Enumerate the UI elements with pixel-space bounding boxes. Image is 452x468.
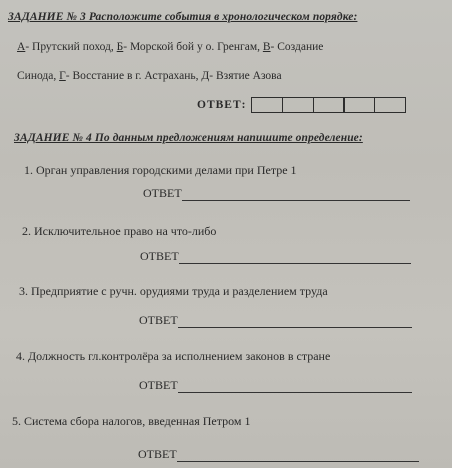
answer-blank-5[interactable] (177, 449, 419, 462)
answer-label-4: ОТВЕТ (139, 378, 178, 392)
answer-line-1[interactable] (143, 186, 410, 201)
event-letter-v: В (262, 41, 271, 53)
event-text-v-cont: Синода, (17, 70, 57, 82)
answer-box-5[interactable] (374, 97, 406, 113)
event-text-d: - Взятие Азова (209, 70, 282, 82)
event-letter-b: Б (116, 41, 124, 53)
answer-line-5[interactable] (138, 447, 419, 462)
answer-box-4[interactable] (343, 97, 375, 113)
answer-label-1: ОТВЕТ (143, 186, 182, 200)
task3-answer-label: ОТВЕТ: (197, 99, 247, 111)
answer-box-1[interactable] (251, 97, 283, 113)
answer-box-3[interactable] (313, 97, 345, 113)
question-3: 3. Предприятие с ручн. орудиями труда и разделением труда (19, 284, 328, 298)
answer-label-2: ОТВЕТ (140, 249, 179, 263)
answer-line-4[interactable] (139, 378, 412, 393)
event-text-v: - Создание (270, 41, 324, 53)
answer-label-5: ОТВЕТ (138, 447, 177, 461)
task3-events-line2 (17, 70, 282, 82)
event-text-b: - Морской бой у о. Гренгам, (123, 41, 260, 53)
task3-answer-row (197, 97, 406, 113)
task3-events-line1 (17, 41, 323, 53)
answer-line-3[interactable] (139, 313, 412, 328)
answer-blank-1[interactable] (182, 188, 410, 201)
answer-blank-3[interactable] (178, 315, 412, 328)
answer-label-3: ОТВЕТ (139, 313, 178, 327)
question-1: 1. Орган управления городскими делами при Петре 1 (24, 163, 297, 177)
answer-boxes (252, 97, 406, 113)
question-2: 2. Исключительное право на что-либо (22, 224, 217, 238)
answer-blank-4[interactable] (178, 380, 412, 393)
event-letter-a: А (17, 41, 26, 53)
task3-title: ЗАДАНИЕ № 3 Расположите события в хронологическом порядке: (8, 11, 358, 23)
task4-title: ЗАДАНИЕ № 4 По данным предложениям напишите определение: (14, 132, 363, 144)
event-letter-d: Д (201, 70, 210, 82)
answer-box-2[interactable] (282, 97, 314, 113)
question-5: 5. Система сбора налогов, введенная Петром 1 (12, 414, 251, 428)
event-letter-g: Г (59, 70, 66, 82)
event-text-a: - Прутский поход, (25, 41, 114, 53)
question-4: 4. Должность гл.контролёра за исполнением законов в стране (16, 349, 331, 363)
answer-blank-2[interactable] (179, 251, 411, 264)
answer-line-2[interactable] (140, 249, 411, 264)
event-text-g: - Восстание в г. Астрахань, (65, 70, 199, 82)
